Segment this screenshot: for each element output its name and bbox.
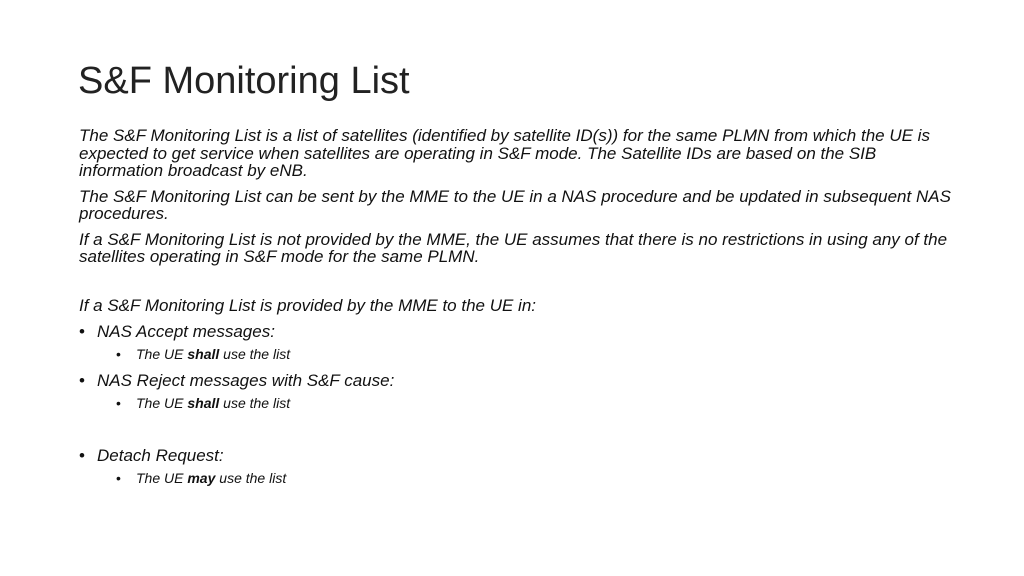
paragraph-mme-delivery: The S&F Monitoring List can be sent by the MME to the UE in a NAS procedure and be updated in subsequent NAS procedures. bbox=[79, 186, 951, 223]
bullet-icon: • bbox=[79, 445, 85, 465]
sub-item-suffix: use the list bbox=[219, 394, 291, 411]
sub-item-suffix: use the list bbox=[219, 345, 291, 362]
slide-body bbox=[79, 127, 959, 495]
bullet-icon: • bbox=[116, 469, 121, 486]
sub-item-nas-accept bbox=[79, 345, 959, 363]
list-item-detach-request bbox=[79, 446, 959, 466]
list-item-label: NAS Accept messages: bbox=[97, 321, 275, 341]
sub-item-suffix: use the list bbox=[215, 469, 287, 486]
list-item-label: Detach Request: bbox=[97, 445, 224, 465]
sub-item-detach-request bbox=[79, 469, 959, 487]
sub-item-prefix: The UE bbox=[136, 345, 188, 362]
spacer bbox=[79, 420, 959, 446]
paragraph-no-list: If a S&F Monitoring List is not provided by the MME, the UE assumes that there is no restrictions in using any of the satellites operating in S&F mode for the same PLMN. bbox=[79, 229, 948, 266]
sub-item-emphasis: shall bbox=[187, 345, 220, 362]
bullet-icon: • bbox=[116, 394, 121, 411]
list-item-label: NAS Reject messages with S&F cause: bbox=[97, 370, 395, 390]
spacer bbox=[79, 274, 959, 296]
list-item-nas-reject bbox=[79, 371, 959, 391]
sub-item-nas-reject bbox=[79, 394, 959, 412]
slide-title: S&F Monitoring List bbox=[78, 60, 410, 102]
list-intro: If a S&F Monitoring List is provided by the MME to the UE in: bbox=[79, 295, 536, 315]
sub-item-prefix: The UE bbox=[136, 394, 188, 411]
paragraph-definition: The S&F Monitoring List is a list of satellites (identified by satellite ID(s)) for the same PLMN from which the UE is expected to get service when satellites are operating in S&F mode. The Satellite IDs are based on the SIB information broadcast by eNB. bbox=[79, 126, 930, 180]
sub-item-emphasis: may bbox=[187, 469, 216, 486]
bullet-icon: • bbox=[79, 321, 85, 341]
list-item-nas-accept bbox=[79, 322, 959, 342]
sub-item-prefix: The UE bbox=[136, 469, 188, 486]
bullet-icon: • bbox=[79, 370, 85, 390]
sub-item-emphasis: shall bbox=[187, 394, 220, 411]
bullet-icon: • bbox=[116, 345, 121, 362]
